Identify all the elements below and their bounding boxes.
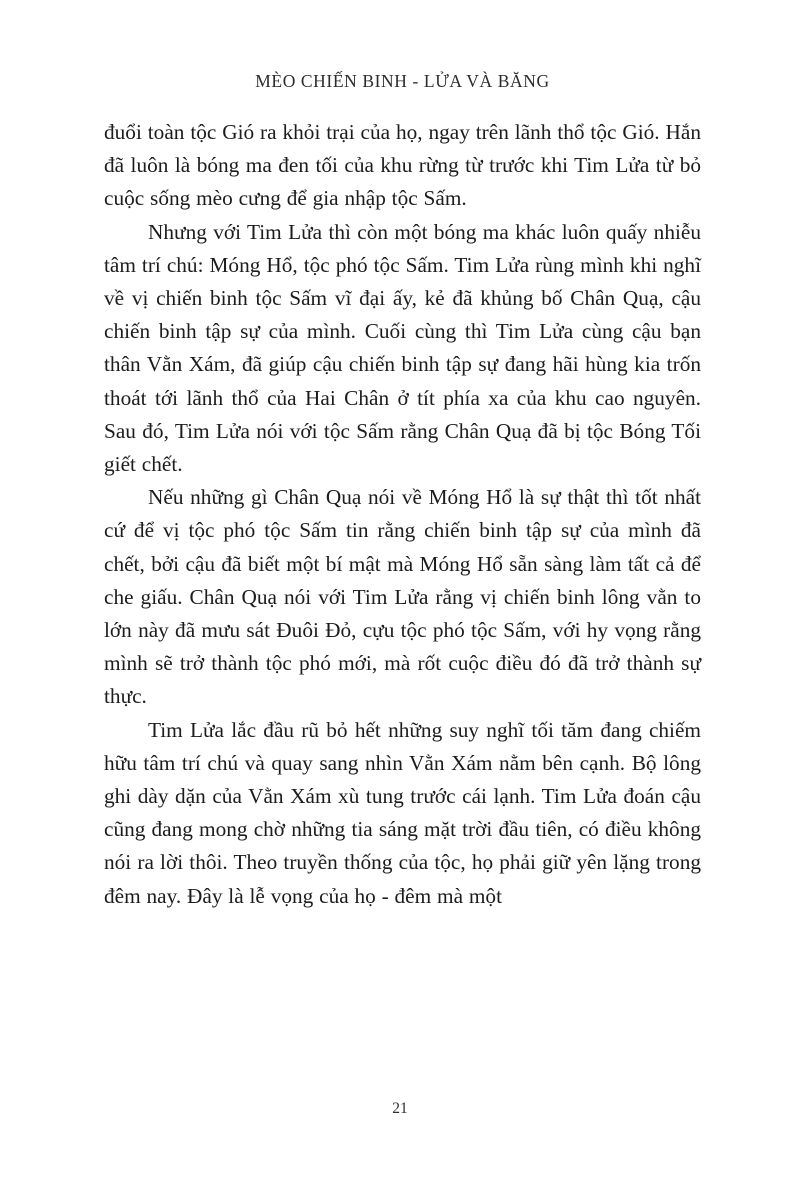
body-text bbox=[104, 116, 701, 913]
paragraph: Nếu những gì Chân Quạ nói về Móng Hổ là sự thật thì tốt nhất cứ để vị tộc phó tộc Sấm tin rằng chiến binh tập sự của mình đã chết, bởi cậu đã biết một bí mật mà Móng Hổ sẵn sàng làm tất cả để che giấu. Chân Quạ nói với Tim Lửa rằng vị chiến binh lông vằn to lớn này đã mưu sát Đuôi Đỏ, cựu tộc phó tộc Sấm, với hy vọng rằng mình sẽ trở thành tộc phó mới, mà rốt cuộc điều đó đã trở thành sự thực. bbox=[104, 485, 701, 709]
running-header: MÈO CHIẾN BINH - LỬA VÀ BĂNG bbox=[255, 71, 550, 91]
paragraph: đuổi toàn tộc Gió ra khỏi trại của họ, ngay trên lãnh thổ tộc Gió. Hắn đã luôn là bóng ma đen tối của khu rừng từ trước khi Tim Lửa từ bỏ cuộc sống mèo cưng để gia nhập tộc Sấm. bbox=[104, 120, 701, 211]
page-number: 21 bbox=[392, 1100, 408, 1117]
paragraph: Nhưng với Tim Lửa thì còn một bóng ma khác luôn quấy nhiễu tâm trí chú: Móng Hổ, tộc phó tộc Sấm. Tim Lửa rùng mình khi nghĩ về vị chiến binh tộc Sấm vĩ đại ấy, kẻ đã khủng bố Chân Quạ, cậu chiến binh tập sự của mình. Cuối cùng thì Tim Lửa cùng cậu bạn thân Vằn Xám, đã giúp cậu chiến binh tập sự đang hãi hùng kia trốn thoát tới lãnh thổ của Hai Chân ở tít phía xa của khu cao nguyên. Sau đó, Tim Lửa nói với tộc Sấm rằng Chân Quạ đã bị tộc Bóng Tối giết chết. bbox=[104, 219, 701, 477]
paragraph: Tim Lửa lắc đầu rũ bỏ hết những suy nghĩ tối tăm đang chiếm hữu tâm trí chú và quay sang nhìn Vằn Xám nằm bên cạnh. Bộ lông ghi dày dặn của Vằn Xám xù tung trước cái lạnh. Tim Lửa đoán cậu cũng đang mong chờ những tia sáng mặt trời đầu tiên, có điều không nói ra lời thôi. Theo truyền thống của tộc, họ phải giữ yên lặng trong đêm nay. Đây là lễ vọng của họ - đêm mà một bbox=[104, 717, 701, 908]
